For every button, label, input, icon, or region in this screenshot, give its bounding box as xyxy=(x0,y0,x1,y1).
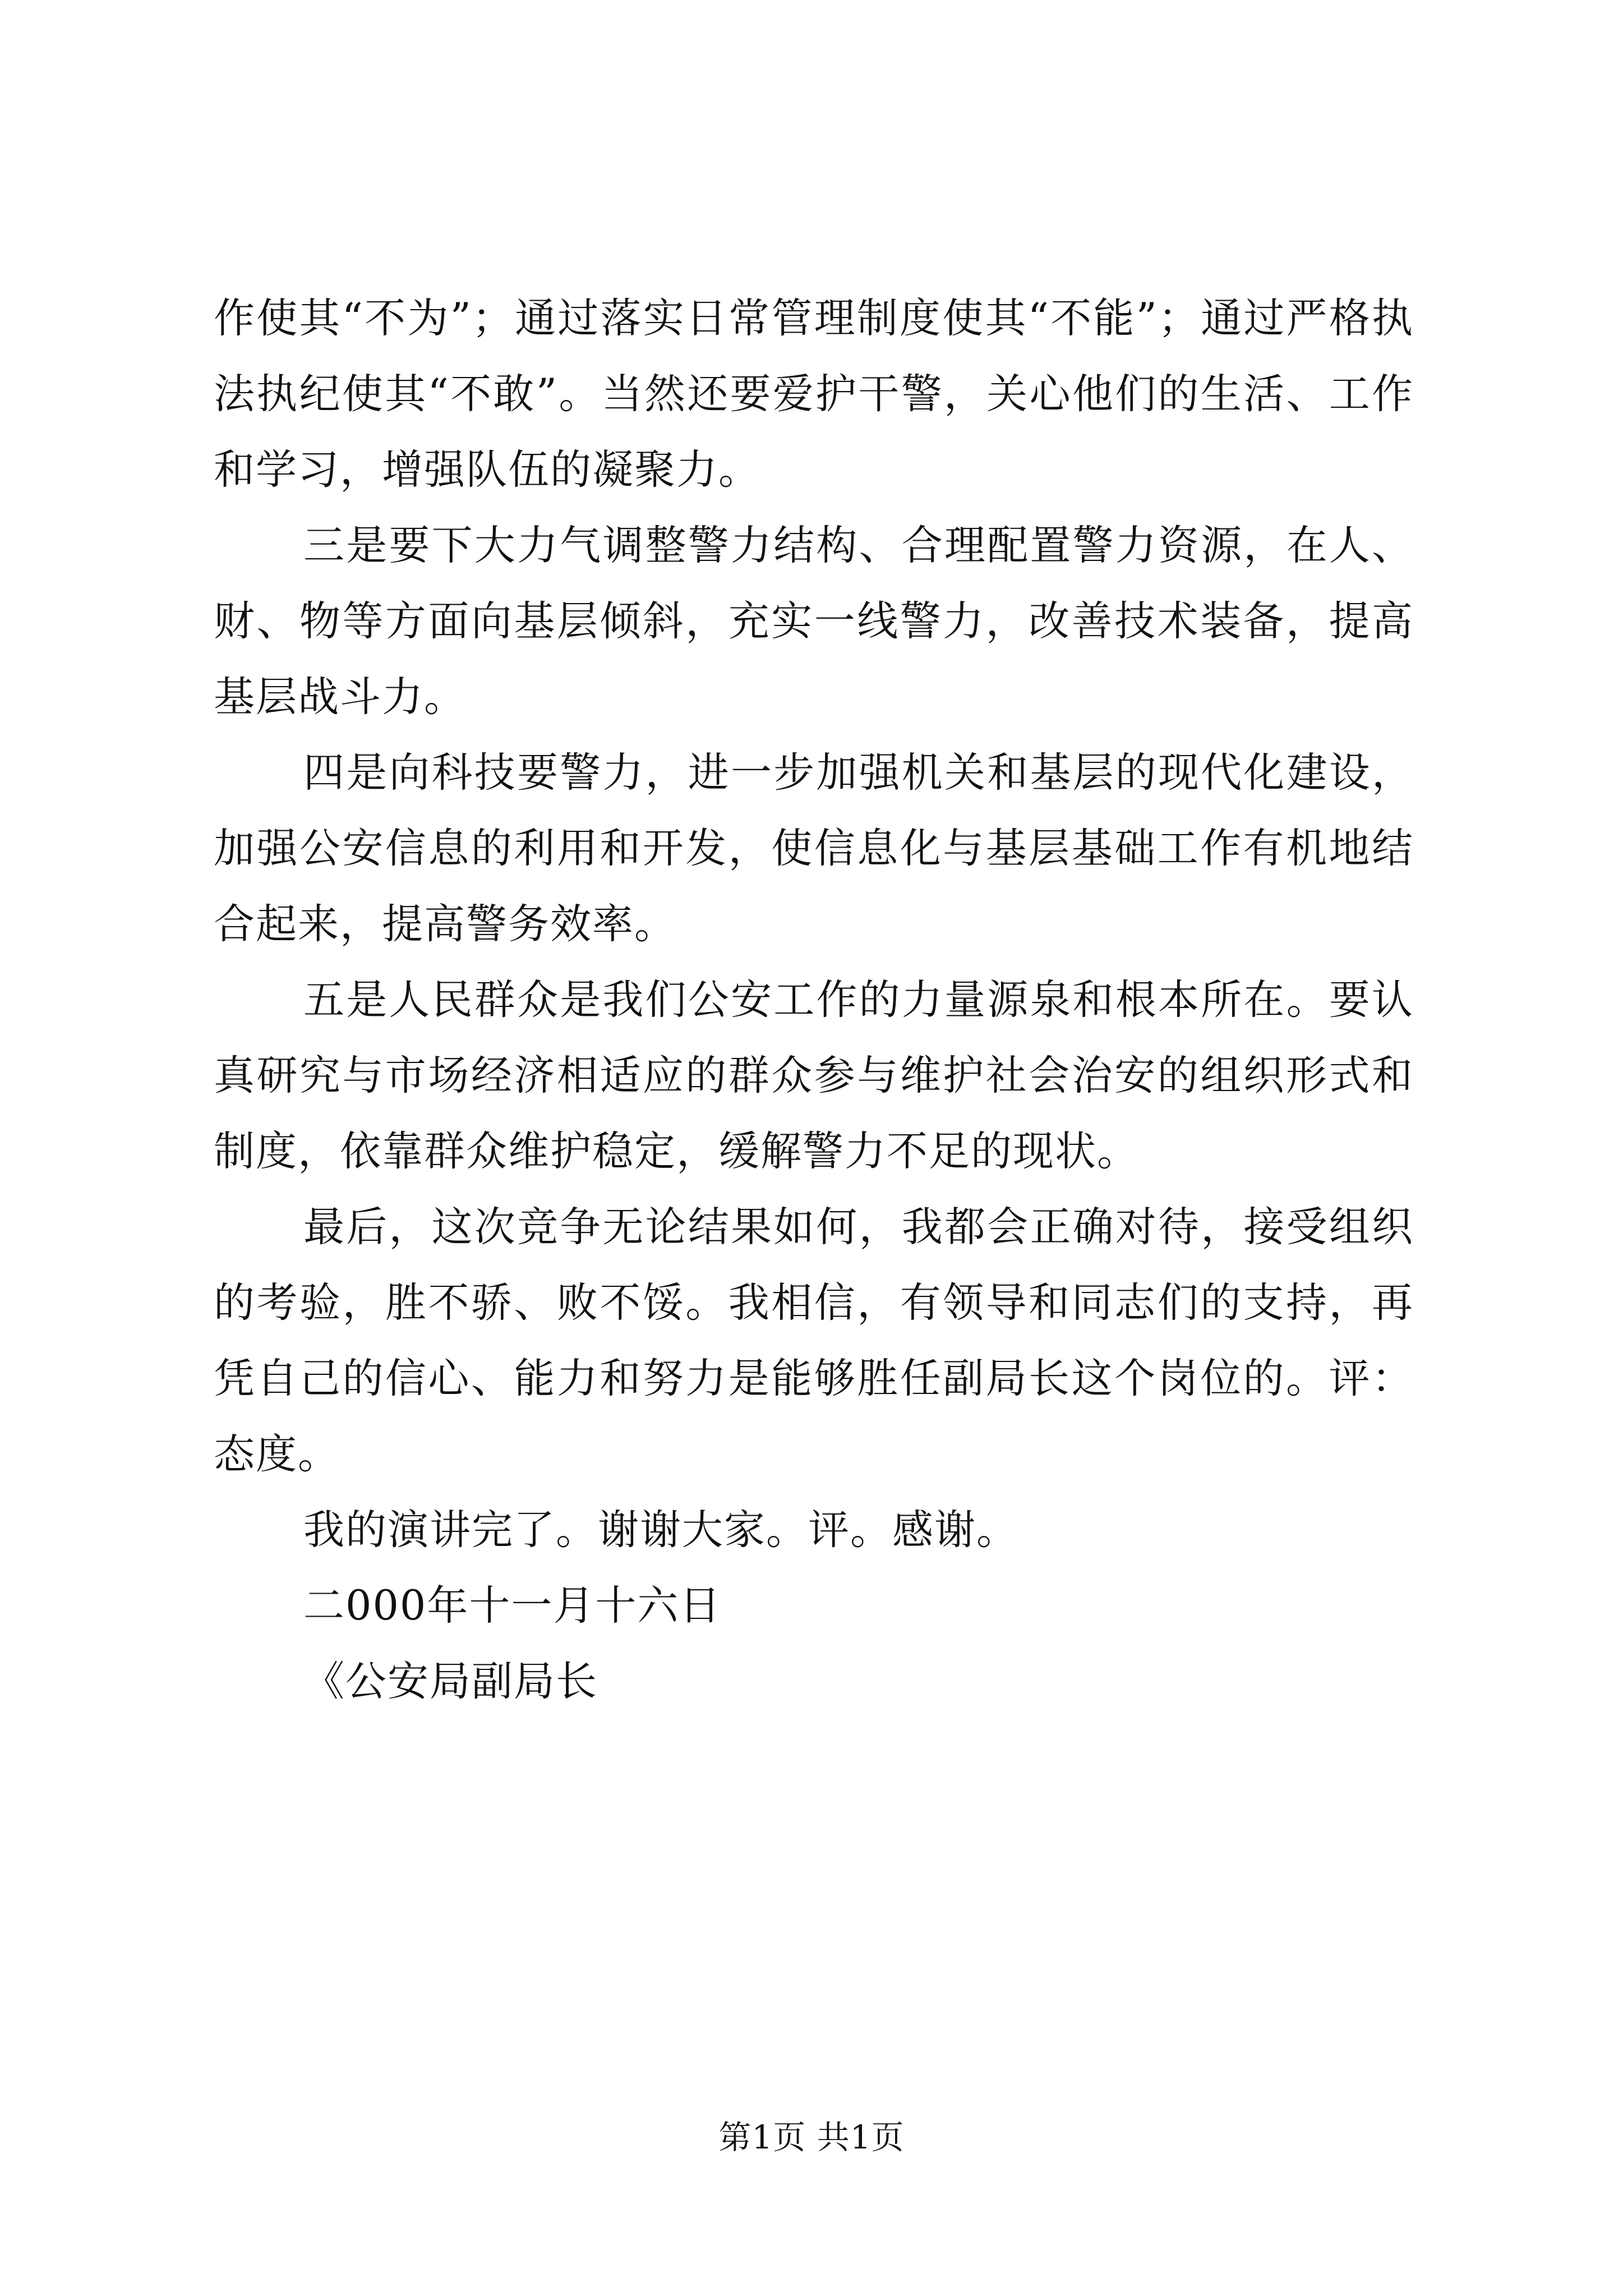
paragraph-point-five: 五是人民群众是我们公安工作的力量源泉和根本所在。要认真研究与市场经济相适应的群众参与维护社会治安的组织形式和制度，依靠群众维护稳定，缓解警力不足的现状。 xyxy=(214,976,1414,1175)
paragraph-conclusion: 最后，这次竞争无论结果如何，我都会正确对待，接受组织的考验，胜不骄、败不馁。我相信，有领导和同志们的支持，再凭自己的信心、能力和努力是能够胜任副局长这个岗位的。评：态度。 xyxy=(214,1203,1414,1478)
document-body xyxy=(214,280,1414,1719)
paragraph-discipline-continued: 作使其“不为”；通过落实日常管理制度使其“不能”；通过严格执法执纪使其“不敢”。当然还要爱护干警，关心他们的生活、工作和学习，增强队伍的凝聚力。 xyxy=(214,295,1414,494)
paragraph-point-four: 四是向科技要警力，进一步加强机关和基层的现代化建设，加强公安信息的利用和开发，使信息化与基层基础工作有机地结合起来，提高警务效率。 xyxy=(214,749,1414,948)
paragraph-closing-thanks: 我的演讲完了。谢谢大家。评。感谢。 xyxy=(303,1506,1018,1554)
page-number-footer: 第1页 共1页 xyxy=(718,2118,905,2156)
paragraph-date: 二000年十一月十六日 xyxy=(303,1582,722,1630)
paragraph-point-three: 三是要下大力气调整警力结构、合理配置警力资源，在人、财、物等方面向基层倾斜，充实一线警力，改善技术装备，提高基层战斗力。 xyxy=(214,522,1414,721)
paragraph-title-fragment: 《公安局副局长 xyxy=(303,1658,598,1705)
